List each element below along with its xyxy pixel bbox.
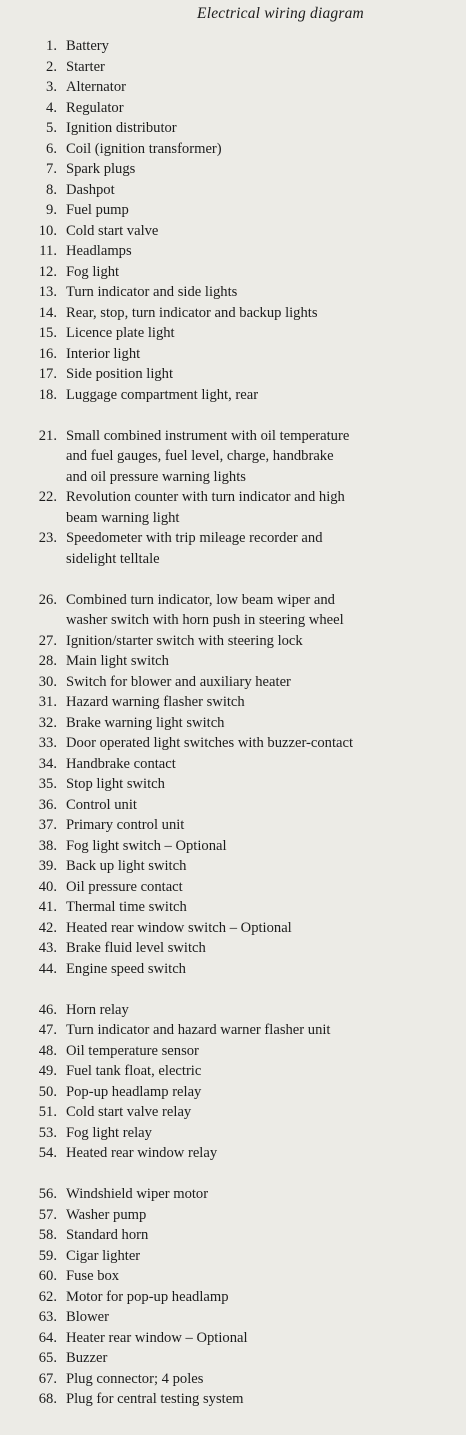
item-description: Plug for central testing system <box>66 1391 244 1407</box>
item-description: Revolution counter with turn indicator and high beam warning light <box>66 489 345 526</box>
item-description: Combined turn indicator, low beam wiper and washer switch with horn push in steering wheel <box>66 591 344 628</box>
item-description: Horn relay <box>66 1001 129 1018</box>
legend-item <box>0 1266 466 1287</box>
item-description: Heated rear window relay <box>66 1145 218 1161</box>
item-number: 59. <box>38 1247 57 1264</box>
item-description: Brake fluid level switch <box>66 940 206 956</box>
legend-item <box>0 959 466 980</box>
item-number: 12. <box>38 263 57 280</box>
item-number: 41. <box>38 899 57 915</box>
item-description: Side position light <box>66 366 174 382</box>
item-number: 51. <box>38 1104 57 1120</box>
item-description: Fog light relay <box>66 1124 152 1141</box>
item-number: 30. <box>38 673 57 690</box>
legend-item <box>0 1225 466 1246</box>
legend-item <box>0 282 466 303</box>
legend-group <box>0 1000 466 1164</box>
item-description: Spark plugs <box>66 161 136 177</box>
item-number: 42. <box>38 919 57 936</box>
legend-item <box>0 672 466 693</box>
item-number: 64. <box>38 1329 57 1346</box>
legend-item <box>0 692 466 713</box>
legend-item <box>0 856 466 877</box>
legend-item <box>0 1348 466 1369</box>
legend-item <box>0 774 466 795</box>
item-description: Speedometer with trip mileage recorder and sidelight telltale <box>66 530 323 567</box>
legend-item <box>0 1389 466 1410</box>
item-description: Turn indicator and side lights <box>66 284 238 300</box>
legend-item <box>0 159 466 180</box>
legend-item <box>0 1123 466 1144</box>
item-description: Small combined instrument with oil temperature and fuel gauges, fuel level, charge, handbrake and oil pressure warning lights <box>66 427 350 485</box>
legend-item <box>0 385 466 406</box>
legend-item <box>0 1041 466 1062</box>
legend-item <box>0 795 466 816</box>
legend-item <box>0 528 466 569</box>
item-description: Regulator <box>66 99 124 116</box>
item-number: 13. <box>38 284 57 300</box>
item-number: 5. <box>46 120 57 136</box>
legend-item <box>0 897 466 918</box>
item-description: Fuel pump <box>66 202 129 218</box>
item-number: 15. <box>38 325 57 341</box>
item-number: 43. <box>38 940 57 956</box>
legend-item <box>0 139 466 160</box>
item-number: 40. <box>38 878 57 895</box>
legend-item <box>0 651 466 672</box>
item-description: Ignition distributor <box>66 120 177 136</box>
legend-item <box>0 1205 466 1226</box>
item-number: 31. <box>38 694 57 710</box>
item-number: 60. <box>38 1268 57 1284</box>
legend-list <box>0 36 466 1430</box>
legend-item <box>0 877 466 898</box>
item-description: Back up light switch <box>66 858 187 874</box>
item-description: Headlamps <box>66 243 132 259</box>
legend-item <box>0 1369 466 1390</box>
legend-item <box>0 1184 466 1205</box>
legend-item <box>0 836 466 857</box>
item-number: 10. <box>38 222 57 239</box>
item-number: 34. <box>38 755 57 772</box>
legend-item <box>0 323 466 344</box>
item-number: 27. <box>38 632 57 649</box>
item-description: Standard horn <box>66 1227 149 1243</box>
legend-item <box>0 118 466 139</box>
legend-item <box>0 57 466 78</box>
legend-item <box>0 733 466 754</box>
item-description: Oil pressure contact <box>66 878 183 895</box>
item-description: Starter <box>66 58 105 75</box>
legend-group <box>0 426 466 570</box>
item-number: 2. <box>46 58 57 75</box>
legend-item <box>0 590 466 631</box>
item-number: 28. <box>38 653 57 669</box>
item-description: Dashpot <box>66 181 115 198</box>
item-number: 37. <box>38 817 57 833</box>
item-description: Fuel tank float, electric <box>66 1063 202 1079</box>
legend-item <box>0 303 466 324</box>
legend-item <box>0 1307 466 1328</box>
legend-item <box>0 200 466 221</box>
item-number: 53. <box>38 1124 57 1141</box>
legend-item <box>0 77 466 98</box>
legend-item <box>0 344 466 365</box>
legend-item <box>0 98 466 119</box>
item-description: Motor for pop-up headlamp <box>66 1288 229 1305</box>
item-description: Buzzer <box>66 1350 108 1366</box>
item-number: 3. <box>46 79 57 95</box>
legend-item <box>0 262 466 283</box>
item-description: Stop light switch <box>66 776 165 792</box>
item-description: Ignition/starter switch with steering lock <box>66 632 303 649</box>
item-description: Oil temperature sensor <box>66 1042 199 1059</box>
legend-item <box>0 487 466 528</box>
legend-item <box>0 1287 466 1308</box>
item-number: 48. <box>38 1042 57 1059</box>
legend-item <box>0 1328 466 1349</box>
item-number: 18. <box>38 386 57 403</box>
item-description: Switch for blower and auxiliary heater <box>66 673 291 690</box>
item-number: 22. <box>38 489 57 505</box>
item-number: 39. <box>38 858 57 874</box>
item-description: Battery <box>66 38 109 54</box>
item-number: 58. <box>38 1227 57 1243</box>
item-description: Fog light <box>66 263 120 280</box>
item-description: Engine speed switch <box>66 960 186 977</box>
item-description: Fog light switch – Optional <box>66 837 227 854</box>
legend-item <box>0 754 466 775</box>
legend-item <box>0 631 466 652</box>
item-description: Cigar lighter <box>66 1247 141 1264</box>
item-number: 35. <box>38 776 57 792</box>
item-number: 11. <box>39 243 57 259</box>
item-description: Licence plate light <box>66 325 175 341</box>
item-description: Brake warning light switch <box>66 714 225 731</box>
item-description: Washer pump <box>66 1206 147 1223</box>
item-number: 57. <box>38 1206 57 1223</box>
page-title: Electrical wiring diagram <box>197 5 364 22</box>
item-description: Blower <box>66 1309 109 1325</box>
legend-item <box>0 1000 466 1021</box>
legend-item <box>0 938 466 959</box>
item-description: Interior light <box>66 345 141 362</box>
item-number: 26. <box>38 591 57 608</box>
item-description: Thermal time switch <box>66 899 187 915</box>
item-number: 16. <box>38 345 57 362</box>
item-number: 1. <box>46 38 57 54</box>
item-description: Main light switch <box>66 653 169 669</box>
legend-item <box>0 241 466 262</box>
item-number: 7. <box>46 161 57 177</box>
legend-item <box>0 1061 466 1082</box>
item-description: Cold start valve relay <box>66 1104 192 1120</box>
item-description: Plug connector; 4 poles <box>66 1370 204 1387</box>
item-number: 68. <box>38 1391 57 1407</box>
legend-item <box>0 1246 466 1267</box>
item-description: Primary control unit <box>66 817 185 833</box>
legend-item <box>0 221 466 242</box>
item-number: 49. <box>38 1063 57 1079</box>
item-number: 21. <box>38 427 57 444</box>
item-description: Heated rear window switch – Optional <box>66 919 292 936</box>
item-number: 6. <box>46 140 57 157</box>
legend-item <box>0 364 466 385</box>
item-description: Alternator <box>66 79 126 95</box>
legend-item <box>0 1102 466 1123</box>
item-description: Rear, stop, turn indicator and backup lights <box>66 304 318 321</box>
item-description: Handbrake contact <box>66 755 176 772</box>
legend-item <box>0 36 466 57</box>
item-number: 67. <box>38 1370 57 1387</box>
legend-item <box>0 918 466 939</box>
legend-item <box>0 180 466 201</box>
item-description: Luggage compartment light, rear <box>66 386 259 403</box>
item-description: Windshield wiper motor <box>66 1186 209 1202</box>
item-number: 8. <box>46 181 57 198</box>
item-number: 9. <box>46 202 57 218</box>
item-description: Control unit <box>66 796 137 813</box>
item-number: 65. <box>38 1350 57 1366</box>
item-number: 54. <box>38 1145 57 1161</box>
item-number: 47. <box>38 1022 57 1038</box>
item-description: Turn indicator and hazard warner flasher unit <box>66 1022 331 1038</box>
item-description: Door operated light switches with buzzer-contact <box>66 735 354 751</box>
item-number: 38. <box>38 837 57 854</box>
item-number: 32. <box>38 714 57 731</box>
legend-item <box>0 815 466 836</box>
item-number: 44. <box>38 960 57 977</box>
legend-item <box>0 1082 466 1103</box>
item-number: 62. <box>38 1288 57 1305</box>
item-description: Pop-up headlamp relay <box>66 1083 202 1100</box>
item-description: Fuse box <box>66 1268 120 1284</box>
legend-item <box>0 713 466 734</box>
item-description: Cold start valve <box>66 222 159 239</box>
legend-item <box>0 1020 466 1041</box>
legend-group <box>0 1184 466 1410</box>
legend-item <box>0 1143 466 1164</box>
item-number: 50. <box>38 1083 57 1100</box>
item-number: 46. <box>38 1001 57 1018</box>
legend-group <box>0 590 466 980</box>
item-description: Hazard warning flasher switch <box>66 694 245 710</box>
legend-item <box>0 426 466 488</box>
item-description: Heater rear window – Optional <box>66 1329 248 1346</box>
item-number: 63. <box>38 1309 57 1325</box>
item-number: 17. <box>38 366 57 382</box>
legend-group <box>0 36 466 405</box>
item-description: Coil (ignition transformer) <box>66 140 222 157</box>
item-number: 4. <box>46 99 57 116</box>
item-number: 23. <box>38 530 57 546</box>
item-number: 14. <box>38 304 57 321</box>
item-number: 33. <box>38 735 57 751</box>
item-number: 36. <box>38 796 57 813</box>
item-number: 56. <box>38 1186 57 1202</box>
